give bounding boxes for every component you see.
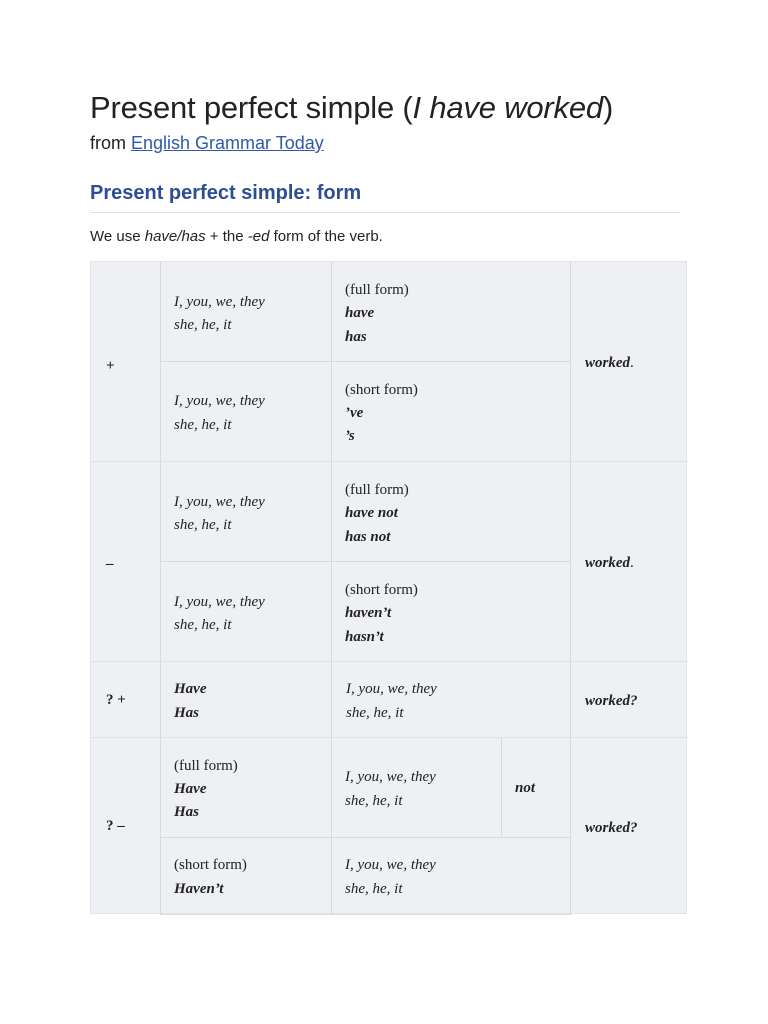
verb-punct: . (630, 555, 634, 571)
positive-verb (585, 352, 634, 375)
form-table (90, 261, 687, 914)
form-label: (full form) (174, 758, 238, 774)
form-label: (short form) (345, 582, 418, 598)
aux-text: haven’t (345, 605, 392, 621)
aux-text: Haven’t (174, 881, 224, 897)
subject-text: she, he, it (174, 517, 232, 533)
source-line (90, 133, 324, 154)
intro-italic: -ed (247, 228, 270, 245)
question-negative-short-subject-cell (331, 838, 571, 915)
question-negative-not-cell (501, 738, 571, 838)
subject-text: I, you, we, they (345, 769, 436, 785)
question-negative-verb: worked? (585, 820, 638, 836)
positive-short-subject-cell (160, 362, 332, 461)
subject-text: I, you, we, they (346, 681, 437, 697)
aux-text: Has (174, 804, 200, 820)
aux-text: Has (174, 705, 200, 721)
section-divider (90, 212, 680, 213)
subject-text: I, you, we, they (174, 594, 265, 610)
aux-text: hasn’t (345, 629, 384, 645)
aux-text: have not (345, 505, 398, 521)
question-negative-full-aux-cell (160, 738, 332, 838)
subject-text: she, he, it (345, 793, 403, 809)
verb-text: worked (585, 555, 630, 571)
subject-text: she, he, it (174, 317, 232, 333)
question-positive-aux-cell (160, 662, 332, 737)
form-label: (short form) (174, 857, 247, 873)
negative-short-aux-cell (331, 562, 571, 661)
positive-full-subject-cell (160, 262, 332, 362)
title-suffix: ) (602, 90, 614, 125)
aux-text: has not (345, 529, 391, 545)
negative-symbol: – (106, 556, 114, 572)
aux-text: Have (174, 681, 207, 697)
question-negative-short-aux-cell (160, 838, 332, 915)
negative-verb (585, 552, 634, 575)
intro-text (90, 228, 383, 245)
aux-text: have (345, 305, 375, 321)
intro-part: We use (90, 228, 145, 245)
intro-italic: have/has (144, 228, 206, 245)
positive-short-aux-cell (331, 362, 571, 461)
title-italic-text: I have worked (412, 90, 603, 125)
not-text: not (515, 780, 536, 796)
subject-text: I, you, we, they (174, 494, 265, 510)
verb-punct: . (630, 355, 634, 371)
subject-text: she, he, it (174, 417, 232, 433)
question-positive-subject-cell (331, 662, 571, 737)
verb-text: worked (585, 355, 630, 371)
form-label: (short form) (345, 382, 418, 398)
form-label: (full form) (345, 282, 409, 298)
subject-text: she, he, it (174, 617, 232, 633)
positive-full-aux-cell (331, 262, 571, 362)
title-text: Present perfect simple ( (90, 90, 413, 125)
aux-text: has (345, 329, 367, 345)
question-positive-verb: worked? (585, 693, 638, 709)
intro-part: + the (205, 228, 248, 245)
negative-full-subject-cell (160, 462, 332, 562)
subject-text: she, he, it (346, 705, 404, 721)
from-label: from (90, 133, 126, 153)
subject-text: I, you, we, they (174, 393, 265, 409)
negative-full-aux-cell (331, 462, 571, 562)
question-negative-full-subject-cell (331, 738, 502, 838)
source-link[interactable]: English Grammar Today (131, 133, 324, 153)
aux-text: ’ve (345, 405, 364, 421)
question-negative-symbol: ? – (106, 818, 125, 834)
aux-text: ’s (345, 428, 355, 444)
subject-text: I, you, we, they (345, 857, 436, 873)
aux-text: Have (174, 781, 207, 797)
negative-short-subject-cell (160, 562, 332, 661)
subject-text: she, he, it (345, 881, 403, 897)
positive-symbol: + (106, 358, 115, 374)
subject-text: I, you, we, they (174, 294, 265, 310)
intro-part: form of the verb. (269, 228, 383, 245)
form-label: (full form) (345, 482, 409, 498)
question-positive-symbol: ? + (106, 692, 126, 708)
page-title (90, 90, 613, 126)
section-title: Present perfect simple: form (90, 182, 362, 204)
